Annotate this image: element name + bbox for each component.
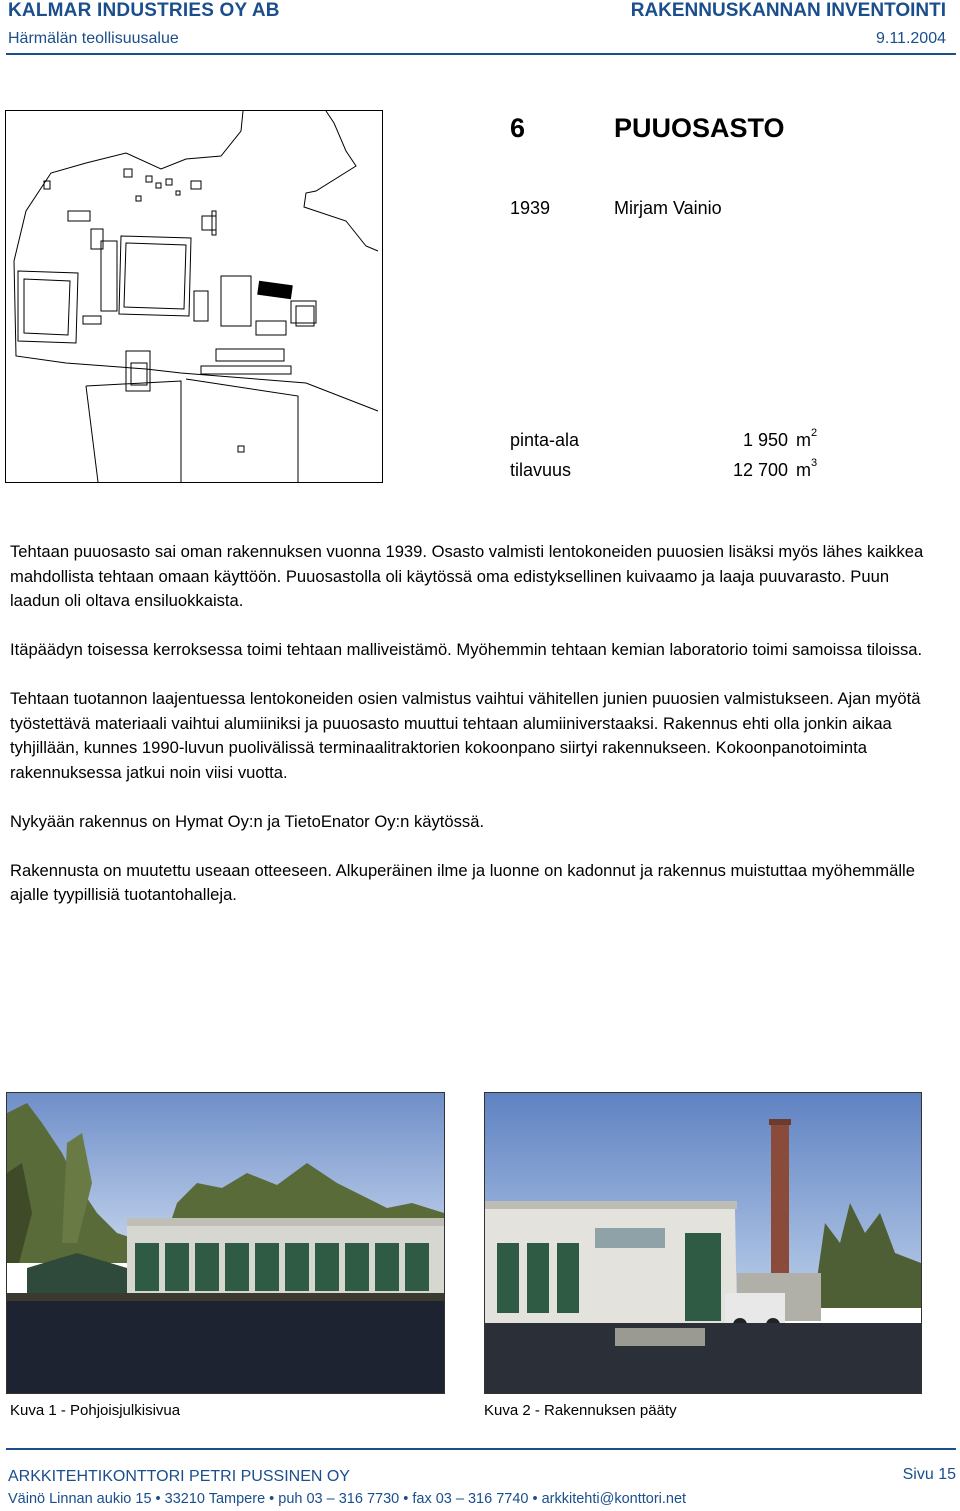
site-name: Härmälän teollisuusalue [8,30,179,47]
office-name: ARKKITEHTIKONTTORI PETRI PUSSINEN OY [8,1468,350,1485]
spec-value-volume: 12 700 [732,460,788,480]
photo-building-end [484,1092,922,1394]
spec-label-volume: tilavuus [510,460,572,480]
photo-caption-2: Kuva 2 - Rakennuksen pääty [484,1402,677,1419]
company-name: KALMAR INDUSTRIES OY AB [8,0,280,21]
site-map [5,110,383,483]
construction-year: 1939 [510,198,551,218]
site-map-drawing [6,111,382,482]
photo-north-facade [6,1092,445,1394]
photo-north-facade-image [7,1093,444,1393]
paragraph: Itäpäädyn toisessa kerroksessa toimi tehtaan malliveistämö. Myöhemmin tehtaan kemian laboratorio toimi samoissa tiloissa. [10,640,923,659]
spec-unit-area: $m^2$ [796,427,818,450]
spec-value-area: 1 950 [742,430,788,450]
spec-label-area: pinta-ala [510,430,580,450]
building-name: PUUOSASTO [614,113,785,143]
paragraph: Tehtaan puuosasto sai oman rakennuksen vuonna 1939. Osasto valmisti lentokoneiden puuosien lisäksi myös lähes kaikkea mahdollista tehtaan omaan käyttöön. Puuosastolla oli käytössä oma edistyksellinen kuivaamo ja laaja puuvarasto. Puun laadun oli oltava ensiluokkaista. [10,542,924,610]
body-text [10,540,930,932]
photo-caption-1: Kuva 1 - Pohjoisjulkisivua [10,1402,181,1419]
paragraph: Nykyään rakennus on Hymat Oy:n ja TietoEnator Oy:n käytössä. [10,811,485,831]
architect-name: Mirjam Vainio [614,198,722,218]
paragraph: Rakennusta on muutettu useaan otteeseen. Alkuperäinen ilme ja luonne on kadonnut ja rakennus muistuttaa myöhemmälle ajalle tyypillisiä tuotantohalleja. [10,860,915,904]
photo-building-end-image [485,1093,921,1393]
page-number: Sivu 15 [902,1466,956,1483]
contact-info: Väinö Linnan aukio 15 • 33210 Tampere • puh 03 – 316 7730 • fax 03 – 316 7740 • arkkitehti@konttori.net [8,1491,687,1507]
paragraph: Tehtaan tuotannon laajentuessa lentokoneiden osien valmistus vaihtui vähitellen junien puuosien valmistukseen. Ajan myötä työstettävä materiaali vaihtui alumiiniksi ja puuosasto muuttui tehtaan alumiiniverstaaksi. Rakennus ehti olla jonkin aikaa tyhjillään, kunnes 1990-luvun puolivälissä terminaalitraktorien kokoonpano siirtyi rakennukseen. Kokoonpanotoiminta rakennuksessa jatkui noin viisi vuotta. [10,689,921,782]
document-title: RAKENNUSKANNAN INVENTOINTI [630,0,946,21]
footer-rule [6,1448,956,1450]
building-number: 6 [510,113,526,143]
header-rule [6,53,956,55]
spec-unit-volume: $m^3$ [796,457,818,480]
document-date: 9.11.2004 [876,30,946,47]
